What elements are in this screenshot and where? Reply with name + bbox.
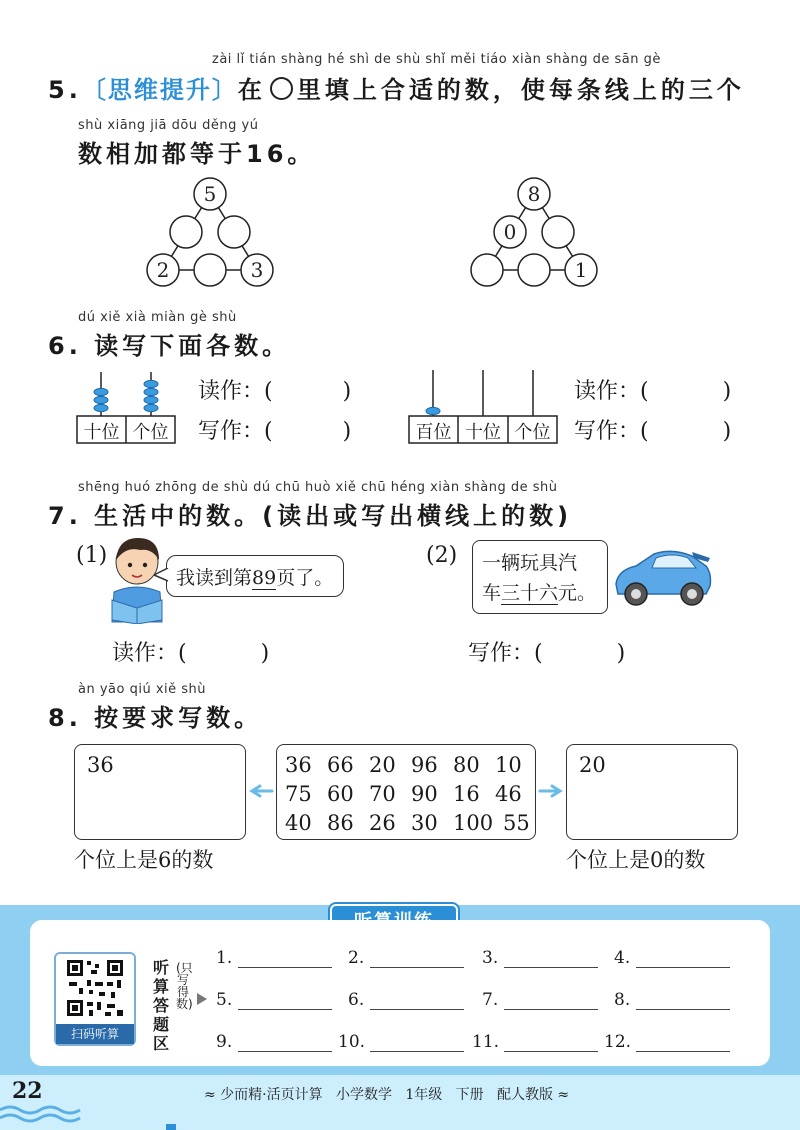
answer-item-7	[482, 990, 598, 1010]
write-label: 写作：(	[468, 641, 543, 666]
read-label: 读作：(	[574, 379, 649, 404]
item-number: 1.	[216, 948, 233, 968]
item-number: 10.	[338, 1032, 366, 1052]
q7-read	[112, 636, 269, 667]
close-paren: )	[616, 641, 626, 666]
answer-item-2	[348, 948, 464, 968]
item-number: 5.	[216, 990, 233, 1010]
item-number: 7.	[482, 990, 499, 1010]
footer-marker	[166, 1124, 176, 1130]
tri1-left-middle-circle[interactable]	[170, 216, 202, 248]
close-paren: )	[342, 419, 352, 444]
pool-number: 60	[327, 782, 354, 806]
q5-text-b: 里填上合适的数，使每条线上的三个	[296, 76, 745, 104]
answer-line[interactable]	[636, 1033, 730, 1052]
answer-line[interactable]	[504, 1033, 598, 1052]
page-number: 22	[12, 1078, 43, 1104]
pool-row-2	[285, 780, 533, 809]
listen-side-label: 听算答题区	[152, 958, 169, 1053]
tri2-top-value: 8	[527, 182, 541, 206]
q6-title: 6. 读写下面各数。	[48, 332, 291, 360]
q5-pinyin-line1: zài lǐ tián shàng hé shì de shù shǐ měi tiáo xiàn shàng de sān gè	[212, 52, 661, 67]
pool-number: 80	[453, 753, 480, 777]
close-paren: )	[342, 379, 352, 404]
abacus-2-labels	[409, 418, 557, 444]
bubble-2-text-b: 元。	[558, 582, 597, 604]
right-arrow-icon	[538, 784, 564, 798]
answer-line[interactable]	[504, 949, 598, 968]
circle-icon	[270, 77, 293, 100]
pool-number: 96	[411, 753, 438, 777]
pool-number: 20	[369, 753, 396, 777]
q5-pinyin-line2: shù xiāng jiā dōu děng yú	[78, 118, 259, 133]
triangle-diagram-2	[464, 172, 614, 292]
pool-row-1	[285, 751, 533, 780]
bubble-1-tail	[154, 568, 170, 582]
left-box-caption: 个位上是6的数	[74, 848, 214, 872]
abacus-2-label-ones: 个位	[514, 422, 551, 443]
item-number: 8.	[614, 990, 631, 1010]
qr-code-frame[interactable]	[54, 952, 136, 1046]
abacus-2-label-tens: 十位	[465, 422, 501, 443]
pool-number: 90	[411, 782, 438, 806]
tri2-middle-left-value: 0	[503, 220, 517, 244]
item-number: 3.	[482, 948, 499, 968]
write-label: 写作：(	[198, 419, 273, 444]
bubble-2-text	[482, 548, 596, 608]
pool-number: 75	[285, 782, 312, 806]
close-paren: )	[260, 641, 270, 666]
pool-number: 86	[327, 811, 354, 835]
item-number: 11.	[472, 1032, 500, 1052]
q6-read-1	[198, 374, 351, 405]
left-arrow-icon	[248, 784, 274, 798]
answer-item-8	[614, 990, 730, 1010]
q8-title: 8. 按要求写数。	[48, 704, 263, 732]
q7-part2-label: (2)	[426, 543, 458, 568]
footer-text: ≈ 少而精·活页计算 小学数学 1年级 下册 配人教版 ≈	[204, 1087, 570, 1103]
item-number: 6.	[348, 990, 365, 1010]
q5-number: 5.	[48, 76, 82, 104]
item-number: 12.	[604, 1032, 632, 1052]
number-pool-box	[276, 744, 536, 840]
q7-part1-label: (1)	[76, 543, 108, 568]
answer-item-1	[216, 948, 332, 968]
answer-line[interactable]	[238, 991, 332, 1010]
pool-number: 26	[369, 811, 396, 835]
answer-item-5	[216, 990, 332, 1010]
play-arrow-icon	[196, 992, 208, 1006]
q6-pinyin: dú xiě xià miàn gè shù	[78, 310, 237, 325]
close-paren: )	[722, 419, 732, 444]
tri2-bottom-left-circle[interactable]	[471, 254, 503, 286]
q8-pinyin: àn yāo qiú xiě shù	[78, 682, 207, 697]
abacus-1-label-ones: 个位	[132, 422, 169, 443]
pool-number: 100	[453, 811, 494, 835]
right-answer-box[interactable]	[566, 744, 738, 840]
q7-write	[468, 636, 625, 667]
q5-tag: 〔思维提升〕	[81, 76, 238, 104]
q6-read-2	[574, 374, 731, 405]
q5-text-a: 在	[237, 76, 266, 104]
tri1-right-middle-circle[interactable]	[218, 216, 250, 248]
answer-item-6	[348, 990, 464, 1010]
answer-line[interactable]	[636, 949, 730, 968]
pool-number: 70	[369, 782, 396, 806]
tri2-right-middle-circle[interactable]	[542, 216, 574, 248]
read-label: 读作：(	[198, 379, 273, 404]
pool-number: 10	[495, 753, 522, 777]
tri1-bottom-right-value: 3	[250, 258, 264, 282]
bubble-1-text-a: 我读到第	[176, 567, 253, 589]
tri2-bottom-right-value: 1	[574, 258, 588, 282]
number-pool	[285, 751, 533, 838]
pool-row-3	[285, 809, 533, 838]
answer-line[interactable]	[370, 949, 464, 968]
pool-number: 66	[327, 753, 354, 777]
listen-side-note: (只写得数)	[176, 961, 193, 1011]
qr-code-icon	[65, 958, 125, 1018]
q7-pinyin: shēng huó zhōng de shù dú chū huò xiě chū héng xiàn shàng de shù	[78, 480, 558, 495]
pool-number: 30	[411, 811, 438, 835]
q6-write-1	[198, 414, 351, 445]
answer-item-3	[482, 948, 598, 968]
bubble-1-number: 89	[252, 567, 277, 589]
tri1-bottom-left-value: 2	[156, 258, 170, 282]
pool-number: 46	[495, 782, 522, 806]
answer-line[interactable]	[238, 949, 332, 968]
bubble-2-number: 三十六	[501, 582, 559, 604]
answer-line[interactable]	[370, 991, 464, 1010]
item-number: 2.	[348, 948, 365, 968]
answer-item-12	[604, 1032, 730, 1052]
pool-number: 55	[503, 811, 530, 835]
right-box-caption: 个位上是0的数	[566, 848, 706, 872]
pool-number: 36	[285, 753, 312, 777]
toy-car-icon	[610, 544, 714, 610]
answer-item-11	[472, 1032, 598, 1052]
triangle-diagram-1	[140, 172, 290, 292]
pool-number: 40	[285, 811, 312, 835]
bubble-1-text-b: 页了。	[276, 567, 334, 589]
abacus-1-label-tens: 十位	[83, 422, 120, 443]
item-number: 4.	[614, 948, 631, 968]
tri1-top-value: 5	[203, 182, 217, 206]
bubble-2-text-a: 车	[482, 582, 502, 604]
answer-line[interactable]	[238, 1033, 332, 1052]
abacus-1-labels	[77, 418, 175, 444]
tri2-bottom-middle-circle[interactable]	[518, 254, 550, 286]
answer-line[interactable]	[636, 991, 730, 1010]
right-box-value: 20	[579, 753, 606, 777]
answer-item-9	[216, 1032, 332, 1052]
pool-number: 16	[453, 782, 480, 806]
answer-item-4	[614, 948, 730, 968]
abacus-2-label-hundreds: 百位	[415, 422, 452, 443]
read-label: 读作：(	[112, 641, 187, 666]
close-paren: )	[722, 379, 732, 404]
item-number: 9.	[216, 1032, 233, 1052]
tri1-bottom-middle-circle[interactable]	[194, 254, 226, 286]
q6-write-2	[574, 414, 731, 445]
q5-title	[48, 70, 745, 105]
answer-line[interactable]	[504, 991, 598, 1010]
answer-line[interactable]	[370, 1033, 464, 1052]
qr-label: 扫码听算	[56, 1024, 134, 1044]
bubble-2-line1: 一辆玩具汽	[482, 552, 578, 574]
bubble-1-text	[176, 563, 333, 590]
left-box-value: 36	[87, 753, 114, 777]
q5-text-line2: 数相加都等于16。	[78, 140, 316, 168]
write-label: 写作：(	[574, 419, 649, 444]
answer-item-10	[338, 1032, 464, 1052]
left-answer-box[interactable]	[74, 744, 246, 840]
q7-title: 7. 生活中的数。(读出或写出横线上的数)	[48, 502, 573, 530]
